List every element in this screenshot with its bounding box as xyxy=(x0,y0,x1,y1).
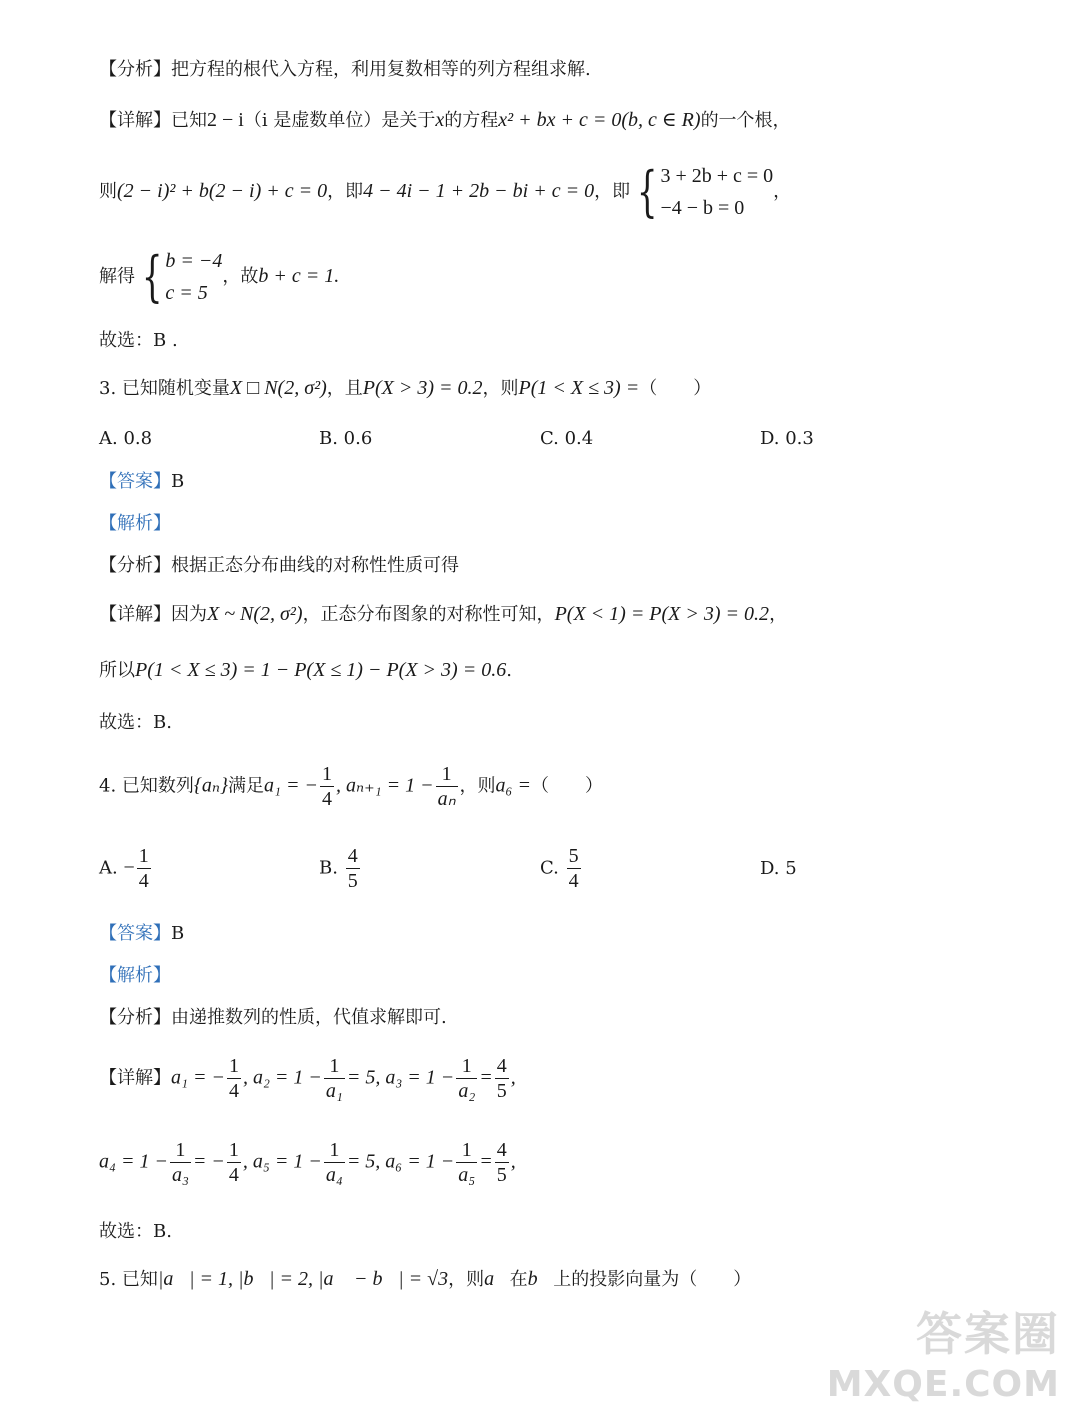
detail-text: ，即 xyxy=(327,181,364,202)
stem-text: 在 xyxy=(509,1269,528,1290)
option-label: C. xyxy=(540,857,559,879)
equation-system xyxy=(630,160,773,224)
math-expression: {aₙ} xyxy=(193,774,229,797)
numerator: 1 xyxy=(228,1139,239,1161)
q4-jiexi-tag: 【解析】 xyxy=(99,965,171,986)
math-expression: , a₂ = 1 − xyxy=(242,1066,322,1089)
stem-text: ，则 xyxy=(482,378,519,399)
q4-stem xyxy=(99,764,603,809)
q3-answer xyxy=(99,470,184,494)
stem-text: ，且 xyxy=(326,378,363,399)
question-number: 4. 已知数列 xyxy=(99,775,194,797)
q3-option-a: A. 0.8 xyxy=(99,428,153,449)
stem-text: ，则 xyxy=(459,775,496,797)
math-equation: x² + bx + c = 0(b, c ∈ R) xyxy=(498,109,701,131)
analysis-text: 由递推数列的性质，代值求解即可. xyxy=(171,1007,447,1028)
fraction xyxy=(324,1056,345,1101)
denominator: a₂ xyxy=(458,1080,476,1102)
detail-text: 因为 xyxy=(171,604,207,625)
denominator: 4 xyxy=(228,1080,239,1102)
math-expression: = xyxy=(479,1066,493,1089)
system-row: 3 + 2b + c = 0 xyxy=(660,165,774,187)
numerator: 4 xyxy=(347,845,358,867)
denominator: 5 xyxy=(347,870,358,892)
system-row: −4 − b = 0 xyxy=(660,197,745,219)
q2-choice: 故选：B . xyxy=(99,330,178,351)
option-label: B. xyxy=(319,857,338,879)
stem-text: ，则 xyxy=(448,1269,485,1290)
q2-detail-line xyxy=(99,108,791,133)
q3-detail xyxy=(99,602,787,627)
math-expression: = xyxy=(479,1150,493,1173)
numerator: 1 xyxy=(461,1139,472,1161)
math-equation: 4 − 4i − 1 + 2b − bi + c = 0 xyxy=(363,180,595,202)
fraction xyxy=(324,1140,345,1185)
numerator: 1 xyxy=(138,845,149,867)
detail-text: （i 是虚数单位）是关于 xyxy=(243,110,436,131)
fraction xyxy=(456,1056,477,1101)
detail-text: ，故 xyxy=(222,266,259,287)
watermark-bottom: MXQE.COM xyxy=(826,1364,1060,1405)
numerator: 1 xyxy=(461,1055,472,1077)
q4-option-b xyxy=(319,846,362,891)
analysis-text: 把方程的根代入方程，利用复数相等的列方程组求解. xyxy=(171,59,591,80)
numerator: 5 xyxy=(568,845,579,867)
math-equation: b + c = 1. xyxy=(258,265,340,287)
math-expression: , a₅ = 1 − xyxy=(242,1150,322,1173)
answer-value: B xyxy=(171,471,185,492)
denominator: a₁ xyxy=(325,1080,343,1102)
denominator: 5 xyxy=(496,1164,507,1186)
math-root: 2 − i xyxy=(207,109,244,131)
option-sign: − xyxy=(123,856,135,879)
math-equation: P(X < 1) = P(X > 3) = 0.2 xyxy=(554,603,770,625)
q5-stem xyxy=(99,1267,751,1292)
denominator: 5 xyxy=(496,1080,507,1102)
math-expression: a₆ = xyxy=(495,774,531,797)
numerator: 1 xyxy=(175,1139,186,1161)
answer-blank: （ ） xyxy=(531,775,603,797)
math-expression: = 5, a₃ = 1 − xyxy=(346,1066,455,1089)
detail-tag: 【详解】 xyxy=(99,604,171,625)
math-equation: (2 − i)² + b(2 − i) + c = 0 xyxy=(117,180,328,202)
fraction xyxy=(137,846,151,891)
numerator: 4 xyxy=(496,1055,507,1077)
detail-tag: 【详解】 xyxy=(99,110,171,131)
math-expression: , aₙ₊₁ = 1 − xyxy=(335,774,434,797)
brace-icon: { xyxy=(141,245,163,308)
denominator: 4 xyxy=(568,870,579,892)
analysis-tag: 【分析】 xyxy=(99,59,171,80)
q4-option-d: D. 5 xyxy=(760,858,797,879)
detail-text: . xyxy=(506,660,512,681)
q3-option-b: B. 0.6 xyxy=(319,428,373,449)
denominator: 4 xyxy=(321,788,332,810)
q3-stem xyxy=(99,376,711,401)
math-expression: , xyxy=(510,1066,516,1089)
detail-text: ， xyxy=(773,181,792,202)
math-expression: |a⃗| = 1, |b⃗| = 2, |a⃗ − b⃗| = √3 xyxy=(157,1268,449,1290)
q3-choice: 故选：B. xyxy=(99,712,172,733)
math-expression: = − xyxy=(192,1150,225,1173)
q4-option-c xyxy=(540,846,583,891)
math-expression: a₁ = − xyxy=(171,1066,225,1089)
q3-option-c: C. 0.4 xyxy=(540,428,594,449)
q4-choice: 故选：B. xyxy=(99,1221,172,1242)
fraction xyxy=(567,846,581,891)
q4-answer xyxy=(99,922,184,946)
denominator: a₅ xyxy=(458,1164,476,1186)
math-expression: X □ N(2, σ²) xyxy=(229,377,327,399)
denominator: a₄ xyxy=(325,1164,343,1186)
option-label: A. xyxy=(99,857,118,879)
answer-tag: 【答案】 xyxy=(99,471,171,492)
q4-analysis xyxy=(99,1006,447,1030)
detail-text: 所以 xyxy=(99,660,135,681)
fraction xyxy=(346,846,360,891)
q3-jiexi-tag: 【解析】 xyxy=(99,513,171,534)
brace-icon: { xyxy=(636,160,658,223)
detail-text: ，即 xyxy=(594,181,631,202)
fraction xyxy=(227,1056,241,1101)
denominator: aₙ xyxy=(437,788,456,810)
fraction xyxy=(170,1140,191,1185)
detail-tag: 【详解】 xyxy=(99,1067,171,1089)
q3-option-d: D. 0.3 xyxy=(760,428,814,449)
q3-detail-line-2 xyxy=(99,658,512,683)
q4-detail-line-2 xyxy=(99,1140,516,1185)
numerator: 1 xyxy=(329,1055,340,1077)
detail-text: 解得 xyxy=(99,266,135,287)
detail-text: 则 xyxy=(99,181,117,202)
detail-text: ，正态分布图象的对称性可知， xyxy=(302,604,555,625)
numerator: 1 xyxy=(321,763,332,785)
math-expression: P(1 < X ≤ 3) = xyxy=(518,377,640,399)
fraction xyxy=(320,764,334,809)
math-vector: a⃗ xyxy=(484,1268,510,1290)
denominator: 4 xyxy=(228,1164,239,1186)
fraction xyxy=(495,1056,509,1101)
detail-text: 已知 xyxy=(171,110,207,131)
numerator: 4 xyxy=(496,1139,507,1161)
math-expression: a₄ = 1 − xyxy=(99,1150,168,1173)
question-number: 5. 已知 xyxy=(99,1269,158,1290)
fraction xyxy=(436,764,458,809)
detail-text: 的方程 xyxy=(444,110,499,131)
equation-system xyxy=(135,245,222,309)
fraction xyxy=(495,1140,509,1185)
q4-detail-line-1 xyxy=(99,1056,516,1101)
math-expression: , xyxy=(510,1150,516,1173)
detail-text: 的一个根， xyxy=(700,110,791,131)
denominator: 4 xyxy=(138,870,149,892)
numerator: 1 xyxy=(441,763,452,785)
system-row: b = −4 xyxy=(165,250,223,272)
math-equation: P(1 < X ≤ 3) = 1 − P(X ≤ 1) − P(X > 3) = 0.6 xyxy=(135,659,507,681)
detail-text: ， xyxy=(769,604,788,625)
math-expression: = 5, a₆ = 1 − xyxy=(346,1150,455,1173)
q2-detail-line-3 xyxy=(99,245,339,309)
answer-value: B xyxy=(171,923,185,944)
answer-tag: 【答案】 xyxy=(99,923,171,944)
analysis-text: 根据正态分布曲线的对称性性质可得 xyxy=(171,555,459,576)
stem-text: 满足 xyxy=(228,775,265,797)
analysis-tag: 【分析】 xyxy=(99,1007,171,1028)
question-number: 3. 已知随机变量 xyxy=(99,378,230,399)
analysis-tag: 【分析】 xyxy=(99,555,171,576)
answer-blank: （ ） xyxy=(639,378,712,399)
fraction xyxy=(227,1140,241,1185)
watermark-top: 答案圈 xyxy=(916,1307,1060,1361)
denominator: a₃ xyxy=(171,1164,189,1186)
math-expression: X ~ N(2, σ²) xyxy=(207,603,303,625)
q2-analysis-line xyxy=(99,58,591,82)
numerator: 1 xyxy=(329,1139,340,1161)
q3-analysis xyxy=(99,554,459,578)
system-row: c = 5 xyxy=(165,282,208,304)
stem-text: 上的投影向量为（ ） xyxy=(553,1269,752,1290)
math-expression: P(X > 3) = 0.2 xyxy=(362,377,483,399)
math-vector: b⃗ xyxy=(527,1268,554,1290)
math-expression: a₁ = − xyxy=(264,774,318,797)
q4-option-a xyxy=(99,846,153,891)
q2-detail-line-2 xyxy=(99,160,791,224)
fraction xyxy=(456,1140,477,1185)
numerator: 1 xyxy=(228,1055,239,1077)
watermark-logo xyxy=(827,1298,1060,1405)
math-var: x xyxy=(435,109,445,131)
